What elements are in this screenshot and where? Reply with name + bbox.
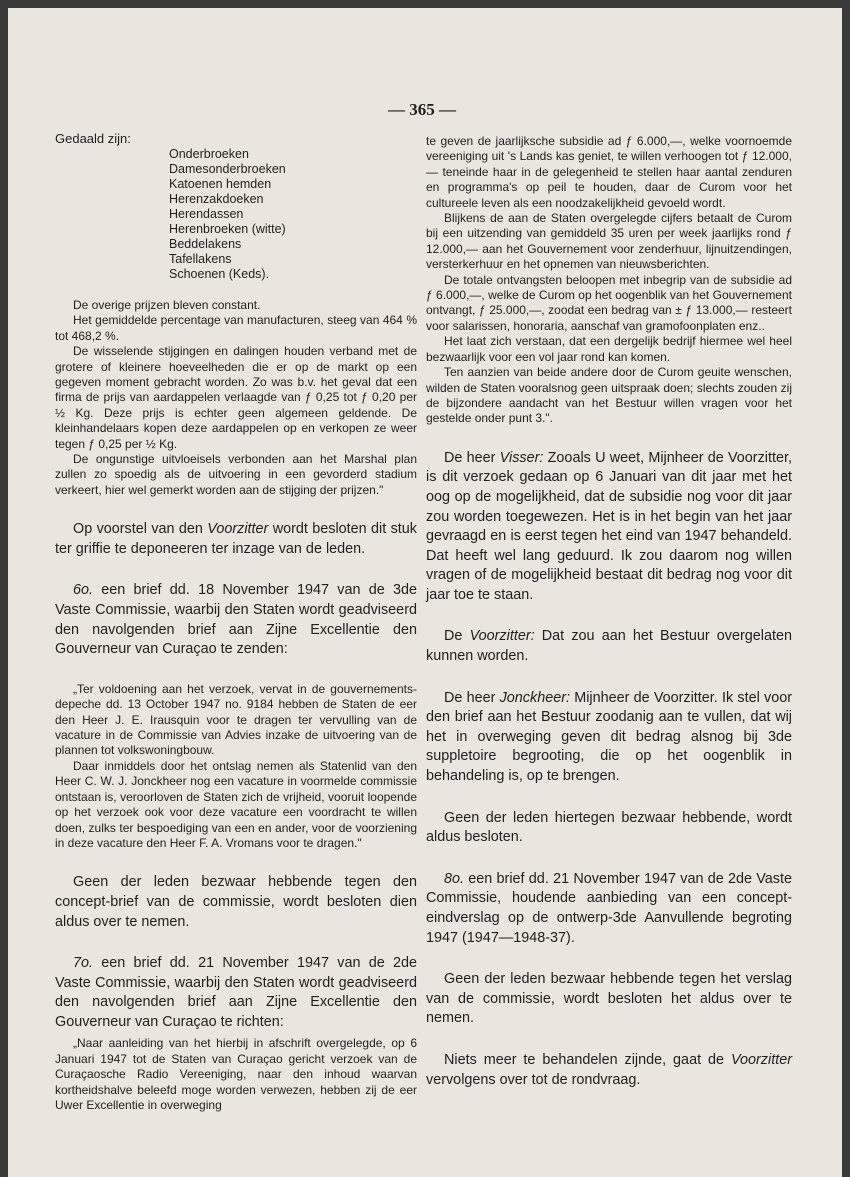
item-number: 7o. <box>73 955 94 972</box>
right-column <box>426 134 792 1090</box>
quote: Daar inmiddels door het ontslag nemen als Statenlid van den Heer C. W. J. Jonckheer nog een vacature in voormelde commissie ontstaan is, veroorloven de Staten zich de vrijheid, vooruit loopende op het verzoek ook voor deze vacature een voordracht te willen doen, zulks ter bespoediging van een en ander, voor de voorziening in deze vacature den Heer F. A. Vromans voor te dragen." <box>55 758 417 850</box>
text: een brief dd. 21 November 1947 van de 2de Vaste Commissie, houdende aanbieding van een concept-eindverslag op de ontwerp-3de Aanvullende begroting 1947 (1947—1948-37). <box>426 870 792 946</box>
text: vervolgens over tot de rondvraag. <box>426 1071 641 1088</box>
speaker-name: Visser: <box>499 449 544 466</box>
paragraph: Het gemiddelde percentage van manufacturen, steeg van 464 % tot 468,2 %. <box>55 313 417 343</box>
left-column <box>55 131 417 1114</box>
list-item: Damesonderbroeken <box>169 162 286 176</box>
list-item: Tafellakens <box>169 252 232 266</box>
speaker-name: Voorzitter <box>207 521 269 538</box>
speaker-name: Voorzitter: <box>469 628 535 645</box>
list-item: Herendassen <box>169 207 244 221</box>
paragraph <box>426 449 792 606</box>
paragraph <box>426 870 792 948</box>
paragraph: te geven de jaarlijksche subsidie ad ƒ 6.000,—, welke voornoemde vereeniging uit 's Lands kas geniet, te willen verhoogen tot ƒ 12.000,— teneinde haar in de gelegenheid te stellen haar aantal zenduren en programma's op peil te houden, daar de Curom voor het cultureele leven als een noodzakelijkheid gevoeld wordt. <box>426 134 792 210</box>
paragraph: Geen der leden bezwaar hebbende tegen het verslag van de commissie, wordt besloten het aldus over te nemen. <box>426 971 792 1027</box>
text: De <box>444 628 470 645</box>
text: een brief dd. 21 November 1947 van de 2de Vaste Commissie, waarbij den Staten wordt geadviseerd den navolgenden brief aan Zijne Excellentie den Gouverneur van Curaçao te richten: <box>55 955 417 1030</box>
paragraph: De ongunstige uitvloeisels verbonden aan het Marshal plan zullen zo spoedig als de uitvoering in een gevorderd stadium verkeert, hier wel gemerkt worden aan de stijging der prijzen." <box>55 452 417 497</box>
text: Dat zou aan het Bestuur overgelaten kunnen worden. <box>426 628 792 665</box>
item-number: 8o. <box>444 870 465 887</box>
list-item: Herenzakdoeken <box>169 192 264 206</box>
paragraph: Blijkens de aan de Staten overgelegde cijfers betaalt de Curom bij een uitzending van gemiddeld 35 uren per week jaarlijks rond ƒ 12.000,— aan het Gouvernement voor zenderhuur, lijnuitzendingen, versterkerhuur en het opnemen van nieuwsberichten. <box>426 211 792 272</box>
quote: „Ter voldoening aan het verzoek, vervat in de gouvernements-depeche dd. 13 October 1947 no. 9184 hebben de Staten de eer den Heer J. E. Irausquin voor te dragen ter vervulling van de vacature in de Commissie van Advies inzake de uitvoering van de plannen tot volkswoningbouw. <box>55 681 417 758</box>
quote: „Naar aanleiding van het hierbij in afschrift overgelegde, op 6 Januari 1947 tot de Staten van Curaçao gericht verzoek van de Curaçaosche Radio Vereeniging, naar den inhoud waarvan kortheidshalve beleefd moge worden verwezen, hebben zij de eer Uwer Excellentie in overweging <box>55 1036 417 1113</box>
text: Mijnheer de Voorzitter. Ik stel voor den brief aan het Bestuur zoodanig aan te vullen, dat wij het in overweging geven dit bedrag alsnog bij 3de suppletoire begrooting, die op het oogenblik in behandeling is, op te brengen. <box>426 689 792 785</box>
page-number: — 365 — <box>388 100 456 119</box>
list-item: Schoenen (Keds). <box>169 267 270 281</box>
speaker-name: Jonckheer: <box>499 689 571 706</box>
text: wordt besloten dit stuk ter griffie te deponeeren ter inzage van de leden. <box>55 521 418 557</box>
list-item: Onderbroeken <box>169 147 249 161</box>
text: Op voorstel van den <box>73 521 208 538</box>
item-number: 6o. <box>73 582 94 599</box>
paragraph: Geen der leden bezwaar hebbende tegen den concept-brief van de commissie, wordt besloten dien aldus over te nemen. <box>55 874 417 930</box>
list-item: Katoenen hemden <box>169 177 272 191</box>
paragraph: Geen der leden hiertegen bezwaar hebbende, wordt aldus besloten. <box>426 809 792 846</box>
document-page <box>8 8 842 1177</box>
text: De heer <box>444 449 500 466</box>
text: Zooals U weet, Mijnheer de Voorzitter, is dit verzoek gedaan op 6 Januari van dit jaar met het oog op de mogelijkheid, dat de subsidie nog voor dit jaar zou worden toegewezen. Het is in het begin van het jaar gevraagd en is eerst tegen het eind van 1947 behandeld. Dat heeft wel lang geduurd. Ik zou daarom nog willen vragen of de mogelijkheid bestaat dit bedrag nog voor dit jaar toe te staan. <box>426 449 792 603</box>
gedaald-heading: Gedaald zijn: <box>55 131 131 146</box>
paragraph <box>55 581 417 659</box>
list-item: Beddelakens <box>169 237 242 251</box>
paragraph: Ten aanzien van beide andere door de Curom geuite wenschen, wilden de Staten vooralsnog geen uitspraak doen; slechts zouden zij de bijzondere aandacht van het Bestuur willen vragen voor het gestelde onder punt 3.". <box>426 365 792 426</box>
text: De heer <box>444 689 500 706</box>
paragraph: Het laat zich verstaan, dat een dergelijk bedrijf hiermee wel heel bezwaarlijk voor een vol jaar rond kan komen. <box>426 334 792 364</box>
paragraph <box>426 627 792 666</box>
item-list <box>169 147 417 282</box>
text: Niets meer te behandelen zijnde, gaat de <box>444 1051 731 1068</box>
paragraph: De overige prijzen bleven constant. <box>73 298 261 312</box>
paragraph <box>55 520 417 559</box>
paragraph: De wisselende stijgingen en dalingen houden verband met de grotere of kleinere hoeveelheden die er op de markt op een gegeven moment gebracht worden. Zo was b.v. het geval dat een firma de prijs van aardappelen verlaagde van ƒ 0,25 tot ƒ 0,20 per ½ Kg. Deze prijs is echter geen algemeen geldende. De kleinhandelaars kopen deze aardappelen op en verkopen ze weer tegen ƒ 0,25 per ½ Kg. <box>55 344 417 451</box>
list-item: Herenbroeken (witte) <box>169 222 286 236</box>
speaker-name: Voorzitter <box>730 1051 792 1068</box>
paragraph <box>426 689 792 787</box>
paragraph: De totale ontvangsten beloopen met inbegrip van de subsidie ad ƒ 6.000,—, welke de Curom op het oogenblik van het Gouvernement ontvangt, ƒ 25.000,—, zoodat een bedrag van ± ƒ 13.000,— resteert voor salarissen, honoraria, aanschaf van gramofoonplaten enz.. <box>426 272 792 333</box>
text: een brief dd. 18 November 1947 van de 3de Vaste Commissie, waarbij den Staten wordt geadviseerd den navolgenden brief aan Zijne Excellentie den Gouverneur van Curaçao te zenden: <box>55 582 417 658</box>
paragraph <box>55 954 417 1032</box>
paragraph <box>426 1051 792 1090</box>
